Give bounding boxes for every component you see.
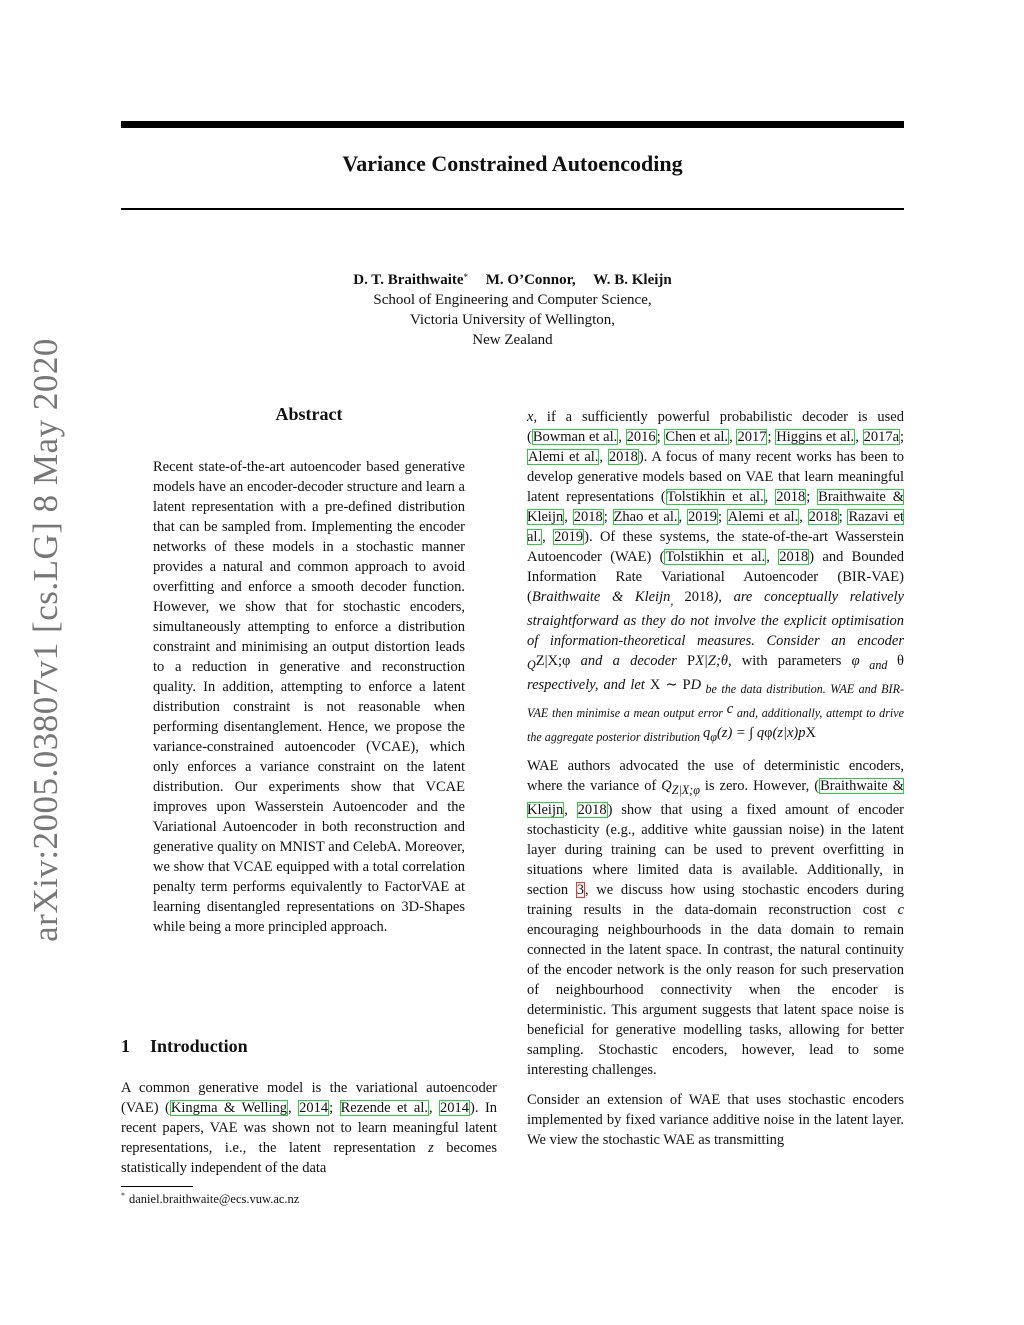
right-paragraph-1: x, if a sufficiently powerful probabilistic decoder is used (Bowman et al., 2016; Chen et al., 2017; Higgins et al., 2017a; Alemi et al., 2018). A focus of many recent works has been to develop generative models based on VAE that learn meaningful latent representations (Tolstikhin et al., 2018; Braithwaite & Kleijn, 2018; Zhao et al., 2019; Alemi et al., 2018; Razavi et al., 2019). Of these systems, the state-of-the-art Wasserstein Autoencoder (WAE) (Tolstikhin et al., 2018) and Bounded Information Rate Variational Autoencoder (BIR-VAE) (Braithwaite & Kleijn$_,$ 2018), are conceptually relatively straightforward as they do not involve the explicit optimisation of information-theoretical measures. Consider an encoder $_Q$Z|X;φ and a decoder PX|Z;θ, with parameters φ $_{and}$ θ respectively, and let X ∼ PD $_{be the data distribution. WAE and BIR-VAE then minimise a mean output error}$ c $_{and, additionally, attempt to drive the aggregate posterior distribution}$ $q_\varphi(z)$ = ∫ qφ(z|x)pX xyxy=(527,409,905,744)
citation-link[interactable]: 2018 xyxy=(779,549,809,565)
footnote-marker: * xyxy=(121,1191,125,1200)
citation-link[interactable]: 2018 xyxy=(577,802,607,819)
title-top-rule xyxy=(121,121,904,128)
citation-link[interactable]: 2016 xyxy=(626,429,656,445)
section-title: Introduction xyxy=(150,1036,248,1056)
arxiv-stamp: arXiv:2005.03807v1 [cs.LG] 8 May 2020 xyxy=(26,338,65,942)
citation-link[interactable]: Braithwaite & Kleijn xyxy=(527,778,905,819)
citation-link[interactable]: 2019 xyxy=(554,529,584,545)
citation-link[interactable]: 2018 xyxy=(573,509,603,525)
citation-link[interactable]: Bowman et al. xyxy=(532,429,618,445)
citation-link[interactable]: Tolstikhin et al. xyxy=(665,549,766,565)
author-names xyxy=(121,270,904,290)
citation-link[interactable]: 2014 xyxy=(440,1100,470,1116)
author-footnote-marker[interactable]: * xyxy=(463,272,469,282)
citation-link[interactable]: 2018 xyxy=(776,489,806,505)
footnote-email[interactable]: daniel.braithwaite@ecs.vuw.ac.nz xyxy=(129,1192,300,1207)
citation-link[interactable]: Higgins et al. xyxy=(776,429,855,445)
right-paragraph-2: WAE authors advocated the use of deterministic encoders, where the variance of $Q_{Z|X;\varphi}$ is zero. However, (Braithwaite & Kleijn, 2018) show that using a fixed amount of encoder stochasticity (e.g., additive white gaussian noise) in the latent layer during training can be used to prevent overfitting in situations where limited data is available. Additionally, in section 3, we discuss how using stochastic encoders during training results in the data-domain reconstruction cost c encouraging neighbourhoods in the data domain to remain connected in the latent space. In contrast, the natural continuity of the encoder network is the only reason for such preservation of neighbourhood connectivity when the encoder is deterministic. This argument suggests that latent space noise is beneficial for generative modelling tasks, allowing for better sampling. Stochastic encoders, however, lead to some interesting challenges. xyxy=(527,758,905,1079)
citation-link[interactable]: Kingma & Welling xyxy=(170,1100,288,1116)
title-bottom-rule xyxy=(121,208,904,210)
right-column xyxy=(527,407,904,1160)
author-block xyxy=(121,270,904,350)
citation-link[interactable]: Chen et al. xyxy=(665,429,729,445)
citation-link[interactable]: 2017a xyxy=(863,429,899,445)
right-paragraph-3: Consider an extension of WAE that uses stochastic encoders implemented by fixed variance additive noise in the latent layer. We view the stochastic WAE as transmitting xyxy=(527,1092,904,1149)
footnote xyxy=(121,1191,299,1207)
author-1: D. T. Braithwaite xyxy=(353,272,464,288)
citation-link[interactable]: 2018 xyxy=(608,449,638,465)
section-ref-link[interactable]: 3 xyxy=(576,882,584,899)
introduction-paragraph-1: A common generative model is the variational autoencoder (VAE) (Kingma & Welling, 2014; Rezende et al., 2014). In recent papers, VAE was shown not to learn meaningful latent representations, i.e., the latent representation z becomes statistically independent of the data xyxy=(121,1080,498,1176)
author-2: M. O’Connor, xyxy=(485,272,576,288)
citation-link[interactable]: 2019 xyxy=(687,509,717,525)
paper-title: Variance Constrained Autoencoding xyxy=(342,151,683,176)
author-3: W. B. Kleijn xyxy=(593,272,672,288)
section-heading-introduction xyxy=(121,1036,248,1057)
citation-link[interactable]: Zhao et al. xyxy=(613,509,678,525)
section-number: 1 xyxy=(121,1036,130,1056)
citation-link[interactable]: 2014 xyxy=(299,1100,329,1116)
affiliation-line-2: Victoria University of Wellington, xyxy=(409,312,616,328)
citation-link[interactable]: Alemi et al. xyxy=(727,509,799,525)
citation-link[interactable]: 2017 xyxy=(737,429,767,445)
citation-link[interactable]: Braithwaite & Kleijn xyxy=(527,489,904,525)
citation-link[interactable]: Tolstikhin et al. xyxy=(666,489,764,505)
abstract-heading: Abstract xyxy=(275,404,343,424)
math-var: z xyxy=(428,1140,434,1156)
citation-link[interactable]: Razavi et al. xyxy=(527,509,905,545)
footnote-rule xyxy=(121,1186,193,1187)
abstract-text: Recent state-of-the-art autoencoder based generative models have an encoder-decoder structure and learn a latent representation with a pre-defined distribution that can be sampled from. Implementing the encoder networks of these models in a stochastic manner provides a natural and common approach to avoid overfitting and enforce a smooth decoder function. However, we show that for stochastic encoders, simultaneously attempting to enforce a distribution constraint and minimising an output distortion leads to a reduction in generative and reconstruction quality. In addition, attempting to enforce a latent distribution constraint is not reasonable when performing disentanglement. Hence, we propose the variance-constrained autoencoder (VCAE), which only enforces a variance constraint on the latent distribution. Our experiments show that VCAE improves upon Wasserstein Autoencoder and the Variational Autoencoder in both reconstruction and generative quality on MNIST and CelebA. Moreover, we show that VCAE equipped with a total correlation penalty term performs equivalently to FactorVAE at learning disentangled representations on 3D-Shapes while being a more principled approach. xyxy=(153,459,465,935)
affiliation-line-3: New Zealand xyxy=(472,332,553,348)
citation-link[interactable]: 2018 xyxy=(808,509,838,525)
citation-link[interactable]: Rezende et al. xyxy=(340,1100,428,1116)
affiliation-line-1: School of Engineering and Computer Science, xyxy=(373,292,652,308)
citation-link[interactable]: Alemi et al. xyxy=(528,449,599,465)
